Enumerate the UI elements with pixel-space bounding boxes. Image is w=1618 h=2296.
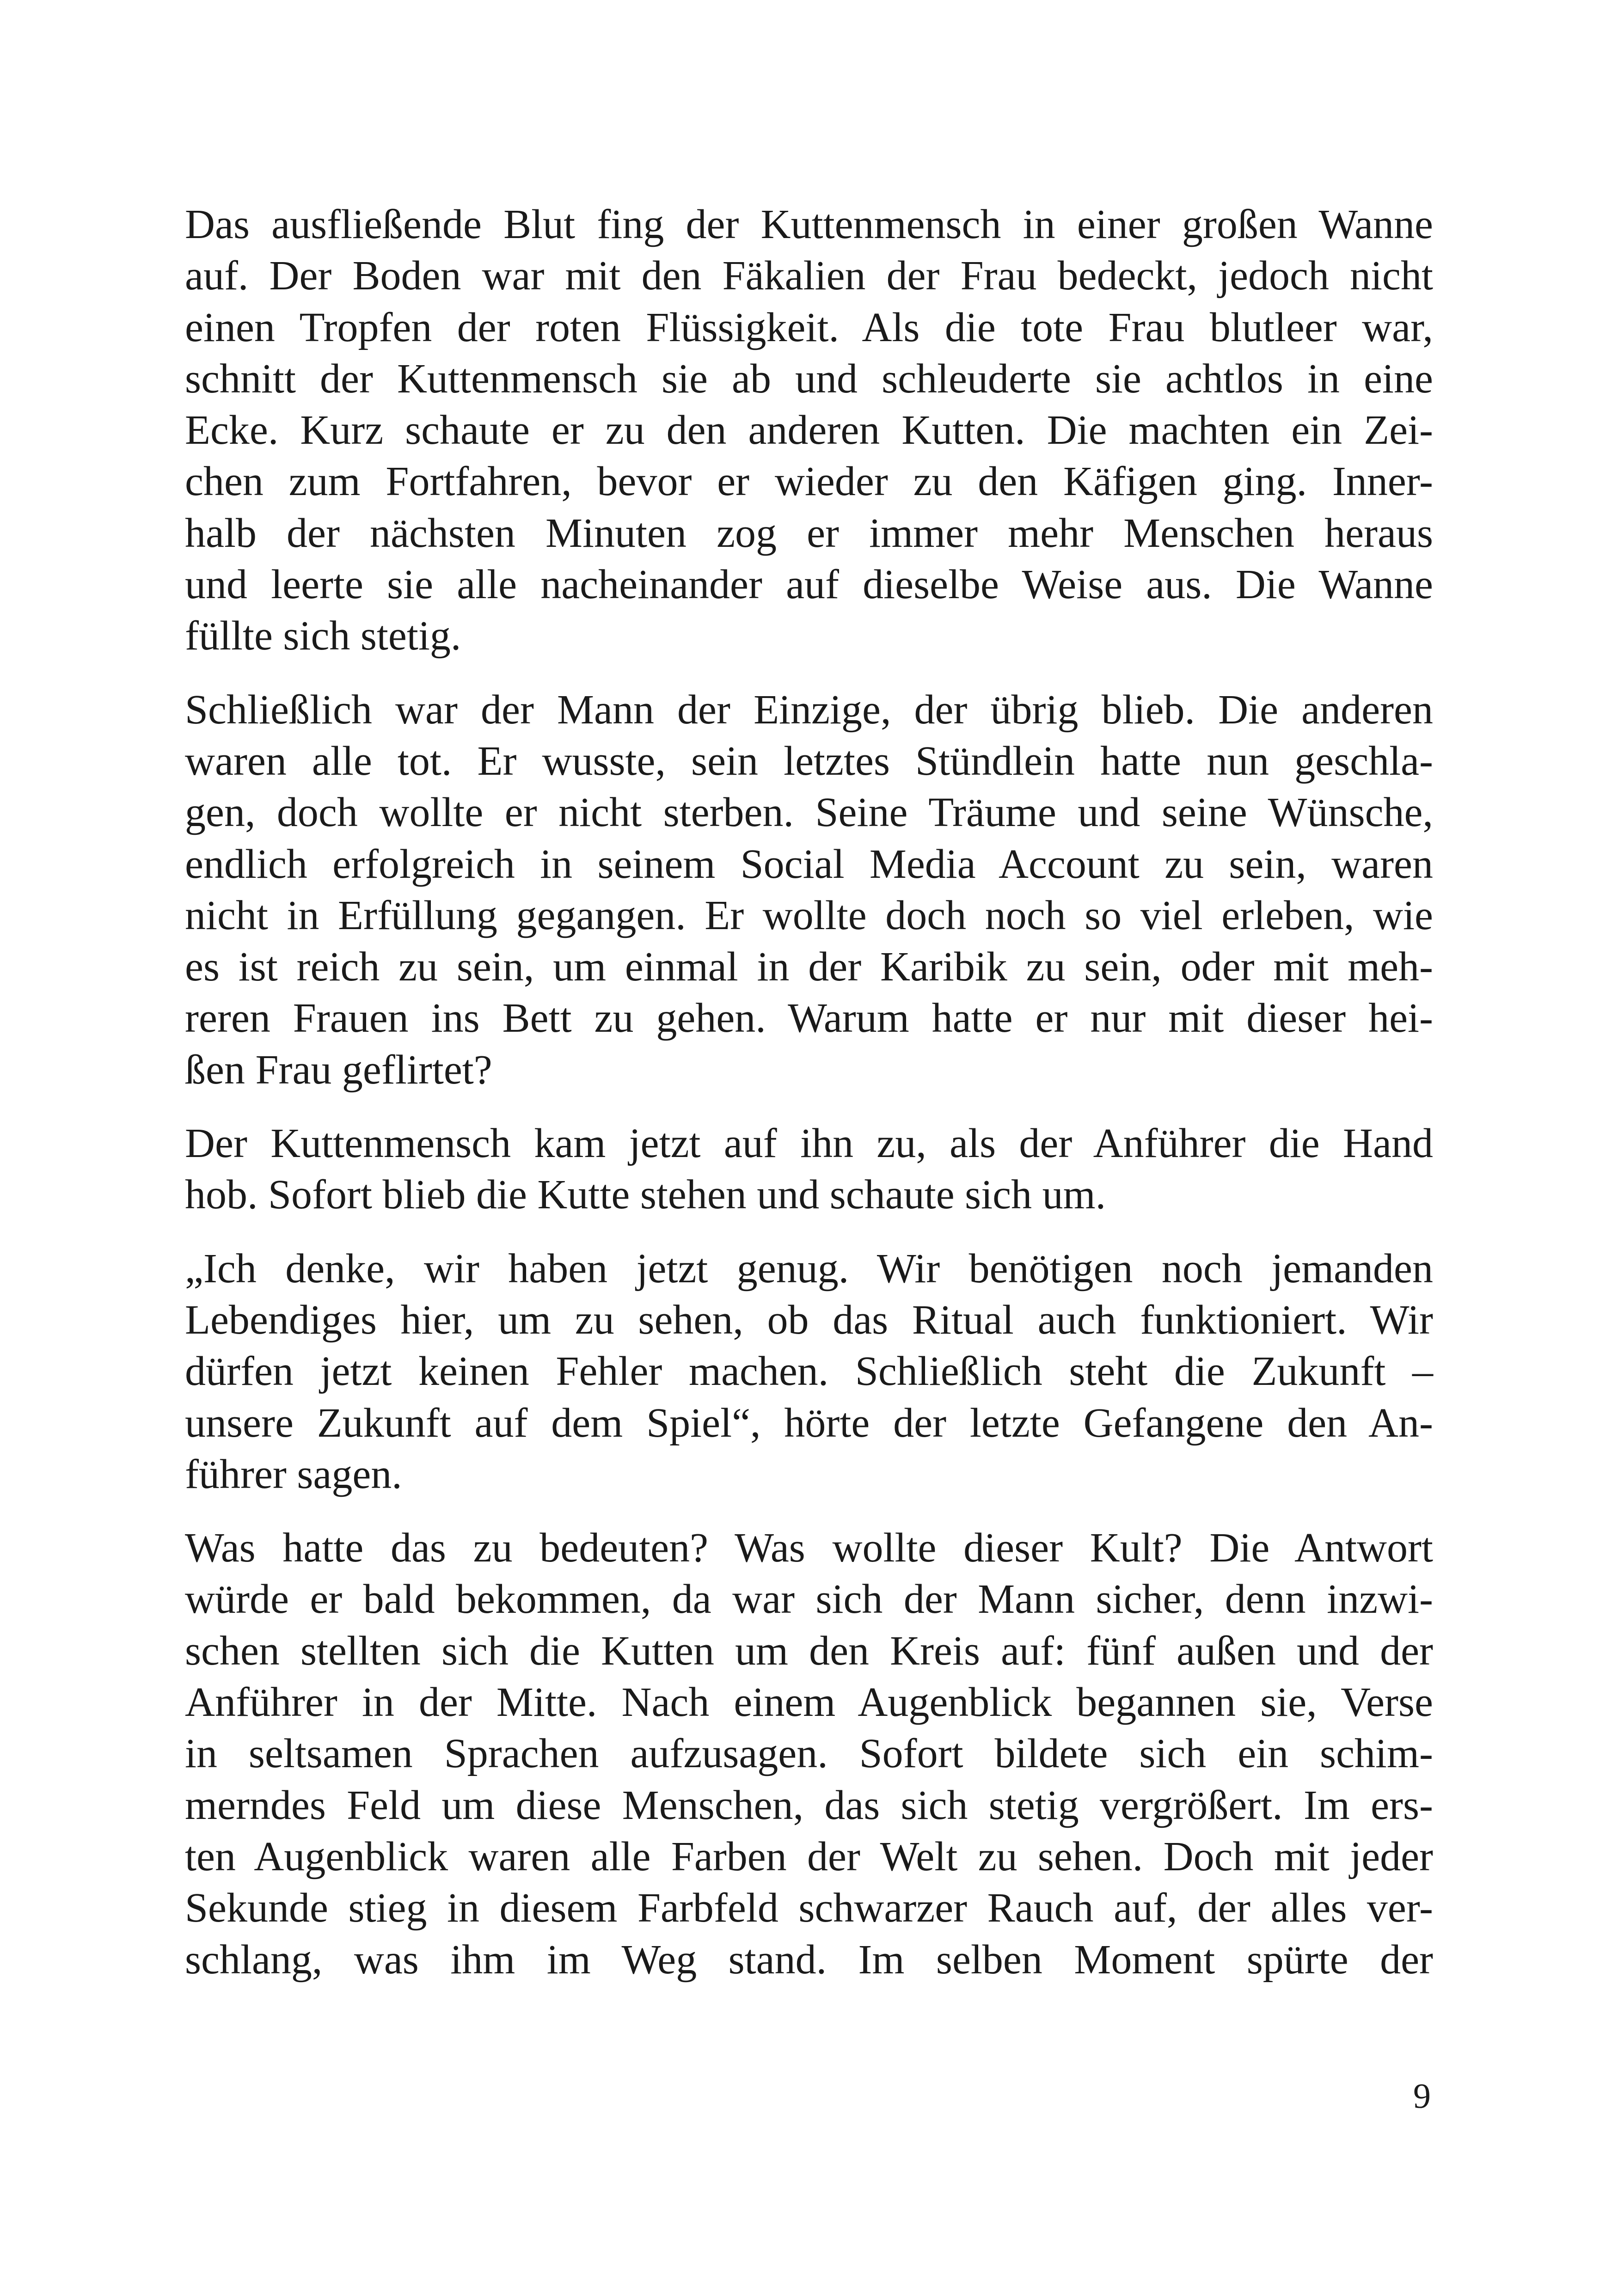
text-line: einen Tropfen der roten Flüssigkeit. Als die tote Frau blutleer war, [185, 304, 1433, 350]
text-line: Sekunde stieg in diesem Farbfeld schwarzer Rauch auf, der alles ver- [185, 1885, 1433, 1931]
text-line: in seltsamen Sprachen aufzusagen. Sofort bildete sich ein schim- [185, 1731, 1433, 1777]
text-line: Der Kuttenmensch kam jetzt auf ihn zu, als der Anführer die Hand [185, 1120, 1433, 1167]
text-line: dürfen jetzt keinen Fehler machen. Schließlich steht die Zukunft – [185, 1348, 1433, 1395]
text-line: Ecke. Kurz schaute er zu den anderen Kutten. Die machten ein Zei- [185, 407, 1433, 453]
text-line: schlang, was ihm im Weg stand. Im selben Moment spürte der [185, 1936, 1433, 1983]
text-line: Das ausfließende Blut fing der Kuttenmensch in einer großen Wanne [185, 202, 1433, 247]
text-line: hob. Sofort blieb die Kutte stehen und schaute sich um. [185, 1172, 1106, 1218]
text-line: reren Frauen ins Bett zu gehen. Warum hatte er nur mit dieser hei- [185, 995, 1433, 1041]
text-line: waren alle tot. Er wusste, sein letztes Stündlein hatte nun geschla- [185, 738, 1433, 784]
text-line: ten Augenblick waren alle Farben der Welt zu sehen. Doch mit jeder [185, 1833, 1433, 1880]
text-line: merndes Feld um diese Menschen, das sich stetig vergrößert. Im ers- [185, 1782, 1433, 1828]
paragraph [185, 1243, 1433, 1500]
text-line: unsere Zukunft auf dem Spiel“, hörte der letzte Gefangene den An- [185, 1400, 1433, 1446]
text-line: gen, doch wollte er nicht sterben. Seine Träume und seine Wünsche, [185, 790, 1433, 836]
text-line: chen zum Fortfahren, bevor er wieder zu den Käfigen ging. Inner- [185, 459, 1433, 505]
text-line: halb der nächsten Minuten zog er immer mehr Menschen heraus [185, 510, 1433, 556]
text-line: Anführer in der Mitte. Nach einem Augenblick begannen sie, Verse [185, 1679, 1433, 1726]
text-line: füllte sich stetig. [185, 613, 461, 659]
text-line: endlich erfolgreich in seinem Social Media Account zu sein, waren [185, 841, 1433, 887]
text-line: und leerte sie alle nacheinander auf dieselbe Weise aus. Die Wanne [185, 562, 1433, 608]
text-line: „Ich denke, wir haben jetzt genug. Wir benötigen noch jemanden [185, 1245, 1433, 1292]
paragraph [185, 684, 1433, 1096]
text-line: führer sagen. [185, 1451, 402, 1497]
text-line: ßen Frau geflirtet? [185, 1047, 492, 1093]
text-line: Schließlich war der Mann der Einzige, der übrig blieb. Die anderen [185, 686, 1433, 733]
text-line: schen stellten sich die Kutten um den Kreis auf: fünf außen und der [185, 1628, 1433, 1674]
text-line: würde er bald bekommen, da war sich der Mann sicher, denn inzwi- [185, 1576, 1433, 1623]
body-text [185, 199, 1433, 2008]
text-line: nicht in Erfüllung gegangen. Er wollte doch noch so viel erleben, wie [185, 892, 1433, 938]
text-line: Lebendiges hier, um zu sehen, ob das Ritual auch funktioniert. Wir [185, 1297, 1433, 1343]
page-number: 9 [1413, 2077, 1431, 2116]
paragraph [185, 199, 1433, 662]
text-line: schnitt der Kuttenmensch sie ab und schleuderte sie achtlos in eine [185, 355, 1433, 402]
paragraph [185, 1522, 1433, 1985]
text-line: auf. Der Boden war mit den Fäkalien der Frau bedeckt, jedoch nicht [185, 253, 1433, 299]
text-line: Was hatte das zu bedeuten? Was wollte dieser Kult? Die Antwort [185, 1525, 1433, 1571]
text-line: es ist reich zu sein, um einmal in der Karibik zu sein, oder mit meh- [185, 944, 1433, 990]
paragraph [185, 1118, 1433, 1221]
